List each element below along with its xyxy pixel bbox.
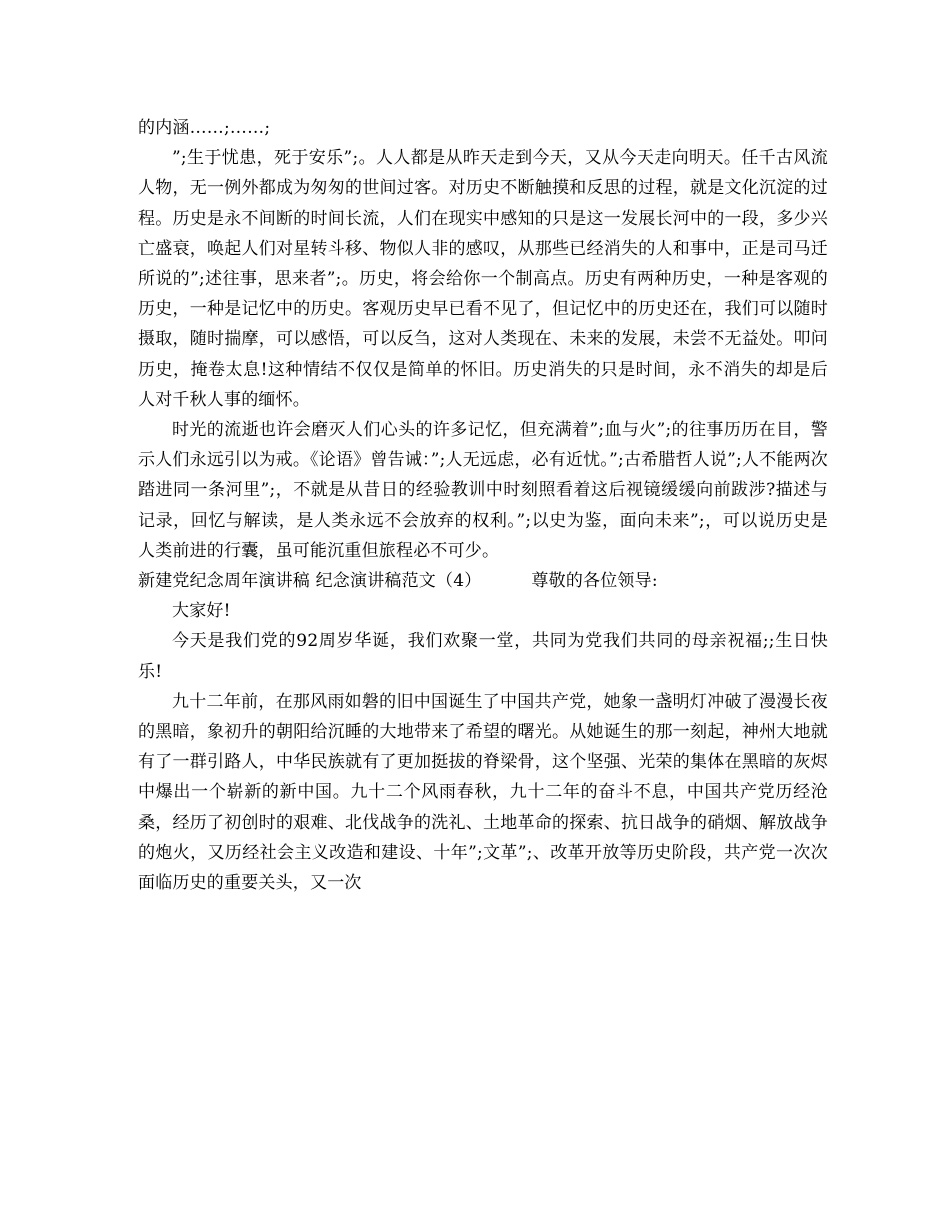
salutation: 尊敬的各位领导:: [531, 571, 658, 592]
paragraph-birthday: 今天是我们党的92周岁华诞，我们欢聚一堂，共同为党我们共同的母亲祝福;;生日快乐!: [138, 631, 828, 682]
paragraph-continuation: 的内涵……;……;: [138, 118, 271, 138]
paragraph-time-memory: 时光的流逝也许会磨灭人们心头的许多记忆，但充满着”;血与火”;的往事历历在目，警示人们永远引以为戒。《论语》曾告诫：”;人无远虑，必有近忧。”;古希腊哲人说”;人不能两次踏进同一条河里”;，不就是从昔日的经验教训中时刻照看着这后视镜缓缓向前跋涉?描述与记录，回忆与解读，是人类永远不会放弃的权利。”;以史为鉴，面向未来”;，可以说历史是人类前进的行囊，虽可能沉重但旅程必不可少。: [138, 420, 828, 561]
paragraph-history-reflection: ”;生于忧患，死于安乐”;。人人都是从昨天走到今天，又从今天走向明天。任千古风流人物，无一例外都成为匆匆的世间过客。对历史不断触摸和反思的过程，就是文化沉淀的过程。历史是永不间断的时间长流，人们在现实中感知的只是这一发展长河中的一段，多少兴亡盛衰，唤起人们对星转斗移、物似人非的感叹，从那些已经消失的人和事中，正是司马迁所说的”;述往事，思来者”;。历史，将会给你一个制高点。历史有两种历史，一种是客观的历史，一种是记忆中的历史。客观历史早已看不见了，但记忆中的历史还在，我们可以随时摄取，随时揣摩，可以感悟，可以反刍，这对人类现在、未来的发展，未尝不无益处。叩问历史，掩卷太息!这种情结不仅仅是简单的怀旧。历史消失的只是时间，永不消失的却是后人对千秋人事的缅怀。: [138, 148, 828, 410]
paragraph-party-history: 九十二年前，在那风雨如磐的旧中国诞生了中国共产党，她象一盏明灯冲破了漫漫长夜的黑暗，象初升的朝阳给沉睡的大地带来了希望的曙光。从她诞生的那一刻起，神州大地就有了一群引路人，中华民族就有了更加挺拔的脊梁骨，这个坚强、光荣的集体在黑暗的灰烬中爆出一个崭新的新中国。九十二个风雨春秋，九十二年的奋斗不息，中国共产党历经沧桑，经历了初创时的艰难、北伐战争的洗礼、土地革命的探索、抗日战争的硝烟、解放战争的炮火，又历经社会主义改造和建设、十年”;文革”;、改革开放等历史阶段，共产党一次次面临历史的重要关头，又一次: [138, 691, 828, 894]
section-title: 新建党纪念周年演讲稿 纪念演讲稿范文（4）: [138, 571, 482, 592]
paragraph-greeting: 大家好!: [172, 601, 231, 622]
document-body: [138, 113, 828, 898]
section-heading-line: [138, 566, 828, 596]
